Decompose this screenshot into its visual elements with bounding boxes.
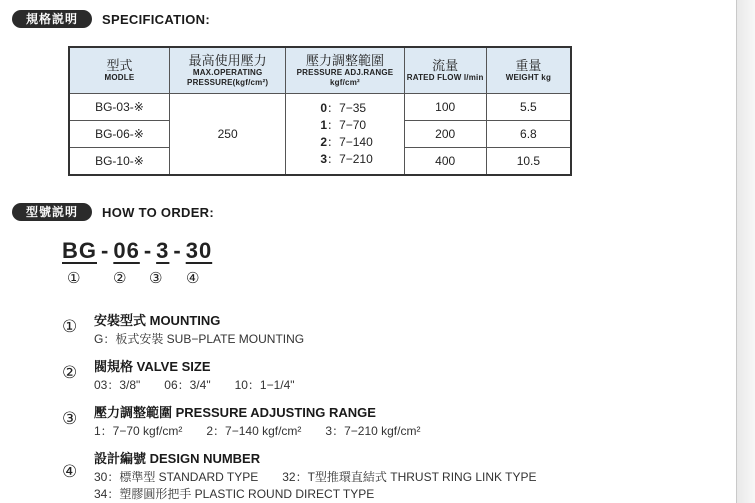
item-desc: G：板式安裝 SUB−PLATE MOUNTING	[94, 332, 305, 346]
code-part: 3	[156, 238, 170, 263]
col-model: 型式 MODLE	[69, 47, 169, 94]
code-index: ①	[67, 270, 81, 287]
order-badge: 型號説明	[12, 203, 92, 221]
code-index: ④	[186, 270, 200, 287]
spec-section-header	[12, 10, 210, 28]
weight-cell: 10.5	[486, 148, 571, 176]
code-part: 30	[185, 238, 213, 263]
col-flow: 流量 RATED FLOW l/min	[404, 47, 486, 94]
code-part: BG	[62, 238, 97, 263]
order-code	[62, 238, 212, 264]
code-index: ②	[113, 270, 127, 287]
order-section-header	[12, 203, 214, 221]
page-edge	[736, 0, 755, 503]
item-number: ①	[62, 317, 78, 336]
spec-table	[68, 46, 572, 176]
spec-title: SPECIFICATION:	[102, 11, 210, 27]
item-number: ④	[62, 462, 78, 481]
item-title: 閥規格 VALVE SIZE	[94, 359, 211, 374]
model-cell: BG-06-※	[69, 121, 169, 148]
code-separator: -	[173, 238, 182, 263]
range-line: 3：7−210	[320, 152, 373, 166]
item-title: 設計編號 DESIGN NUMBER	[94, 451, 261, 466]
flow-cell: 200	[404, 121, 486, 148]
range-line: 2：7−140	[320, 135, 373, 149]
item-number: ②	[62, 363, 78, 382]
item-desc: 03：3/8" 06：3/4" 10：1−1/4"	[94, 378, 295, 392]
weight-cell: 5.5	[486, 94, 571, 121]
spec-badge: 規格説明	[12, 10, 92, 28]
range-line: 1：7−70	[320, 118, 367, 132]
item-title: 安裝型式 MOUNTING	[94, 313, 221, 328]
max-pressure-cell: 250	[169, 94, 285, 176]
col-weight: 重量 WEIGHT kg	[486, 47, 571, 94]
item-desc: 34：塑膠圓形把手 PLASTIC ROUND DIRECT TYPE	[94, 487, 375, 501]
table-row	[69, 94, 571, 121]
flow-cell: 100	[404, 94, 486, 121]
flow-cell: 400	[404, 148, 486, 176]
code-separator: -	[101, 238, 110, 263]
item-desc: 30：標準型 STANDARD TYPE 32：T型推環直結式 THRUST RING LINK TYPE	[94, 470, 537, 484]
adj-range-cell	[286, 94, 404, 176]
item-number: ③	[62, 409, 78, 428]
code-index: ③	[149, 270, 163, 287]
item-title: 壓力調整範圍 PRESSURE ADJUSTING RANGE	[94, 405, 376, 420]
code-separator: -	[143, 238, 153, 263]
order-title: HOW TO ORDER:	[102, 204, 215, 220]
spec-header-row	[69, 47, 571, 94]
col-max-pressure: 最高使用壓力 MAX.OPERATING PRESSURE(kgf/cm²)	[169, 47, 285, 94]
item-desc: 1：7−70 kgf/cm² 2：7−140 kgf/cm² 3：7−210 kgf/cm²	[94, 424, 421, 438]
model-cell: BG-03-※	[69, 94, 169, 121]
code-part: 06	[113, 238, 140, 263]
range-line: 0：7−35	[320, 101, 367, 115]
model-cell: BG-10-※	[69, 148, 169, 176]
weight-cell: 6.8	[486, 121, 571, 148]
col-adj-range: 壓力調整範圍 PRESSURE ADJ.RANGE kgf/cm²	[286, 47, 404, 94]
